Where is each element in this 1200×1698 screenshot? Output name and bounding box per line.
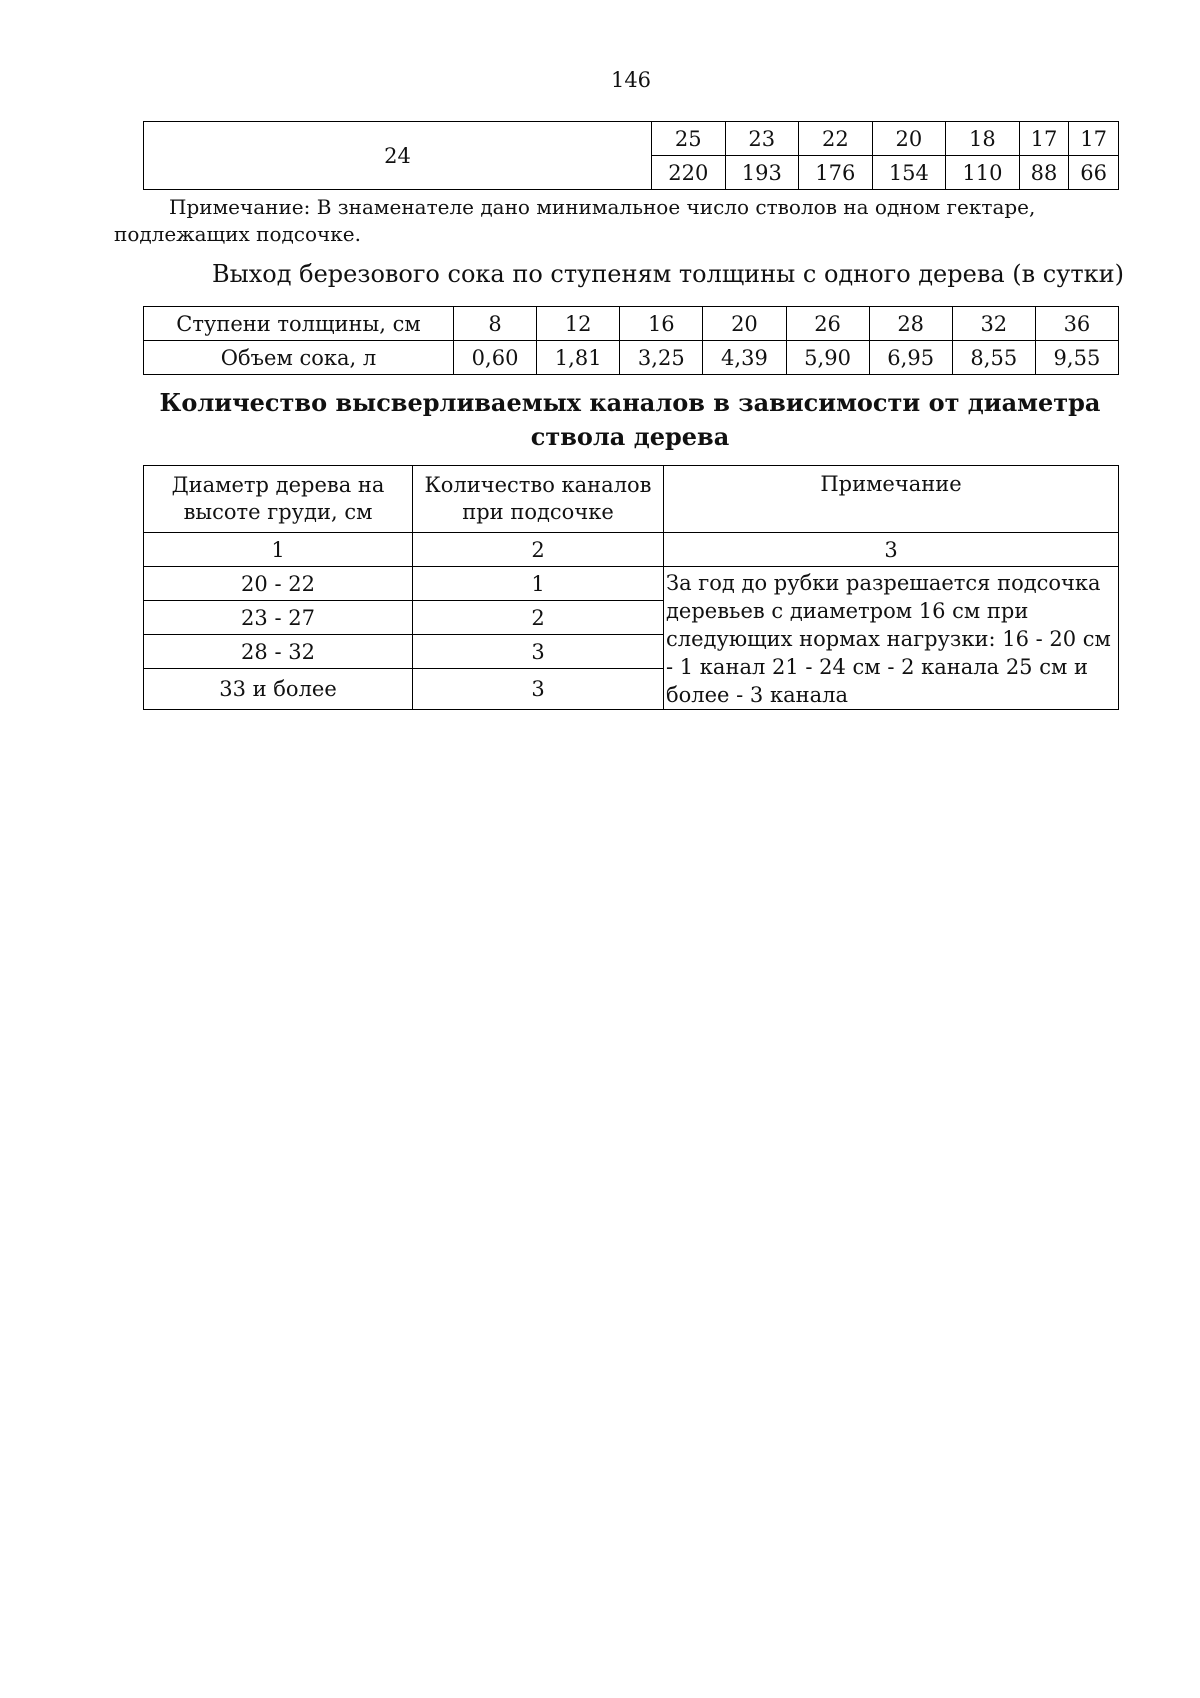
table-cell: 88 [1019, 156, 1069, 190]
table-header-row [144, 466, 1119, 533]
channels-table [143, 465, 1119, 710]
table-cell: 110 [946, 156, 1020, 190]
column-header-diameter: Диаметр дерева на высоте груди, см [144, 466, 413, 533]
table-cell: 0,60 [454, 341, 537, 375]
table-row [144, 567, 1119, 601]
table-cell: 22 [799, 122, 873, 156]
channels-cell: 3 [413, 669, 664, 710]
sap-yield-table [143, 306, 1119, 375]
row-label: Ступени толщины, см [144, 307, 454, 341]
column-header-channels: Количество каналов при подсочке [413, 466, 664, 533]
table-cell: 9,55 [1035, 341, 1118, 375]
table-cell: 1,81 [537, 341, 620, 375]
table-cell: 220 [652, 156, 726, 190]
diameter-cell: 20 - 22 [144, 567, 413, 601]
table-cell-label: 24 [144, 122, 652, 190]
table-cell: 25 [652, 122, 726, 156]
column-number-row [144, 533, 1119, 567]
channels-cell: 3 [413, 635, 664, 669]
table-cell: 8,55 [952, 341, 1035, 375]
table-cell: 6,95 [869, 341, 952, 375]
diameter-cell: 23 - 27 [144, 601, 413, 635]
column-number: 1 [144, 533, 413, 567]
remark-cell: За год до рубки разрешается подсочка деревьев с диаметром 16 см при следующих нормах нагрузки: 16 - 20 см - 1 канал 21 - 24 см - 2 канала 25 см и более - 3 канала [664, 567, 1119, 710]
row-label: Объем сока, л [144, 341, 454, 375]
column-header-remark: Примечание [664, 466, 1119, 533]
table-cell: 20 [872, 122, 946, 156]
table-row [144, 307, 1119, 341]
table-cell: 66 [1069, 156, 1119, 190]
table-cell: 193 [725, 156, 799, 190]
trunk-count-table [143, 121, 1119, 190]
table-cell: 18 [946, 122, 1020, 156]
page-number: 146 [610, 68, 652, 92]
table-cell: 12 [537, 307, 620, 341]
table-cell: 4,39 [703, 341, 786, 375]
table-cell: 154 [872, 156, 946, 190]
column-number: 3 [664, 533, 1119, 567]
table-cell: 17 [1019, 122, 1069, 156]
table-row [144, 341, 1119, 375]
table-cell: 17 [1069, 122, 1119, 156]
table-row [144, 122, 1119, 156]
table-cell: 20 [703, 307, 786, 341]
table-cell: 36 [1035, 307, 1118, 341]
table-cell: 8 [454, 307, 537, 341]
diameter-cell: 33 и более [144, 669, 413, 710]
column-number: 2 [413, 533, 664, 567]
channels-cell: 2 [413, 601, 664, 635]
channels-title: Количество высверливаемых каналов в зависимости от диаметра ствола дерева [159, 388, 1101, 451]
diameter-cell: 28 - 32 [144, 635, 413, 669]
channels-cell: 1 [413, 567, 664, 601]
table-cell: 5,90 [786, 341, 869, 375]
table-note: Примечание: В знаменателе дано минимальное число стволов на одном гектаре, подлежащих подсочке. [114, 195, 1036, 246]
table-cell: 16 [620, 307, 703, 341]
table-cell: 176 [799, 156, 873, 190]
table-cell: 32 [952, 307, 1035, 341]
table-cell: 3,25 [620, 341, 703, 375]
table-cell: 26 [786, 307, 869, 341]
table-cell: 28 [869, 307, 952, 341]
table-cell: 23 [725, 122, 799, 156]
sap-yield-title: Выход березового сока по ступеням толщины с одного дерева (в сутки) [212, 260, 1124, 288]
